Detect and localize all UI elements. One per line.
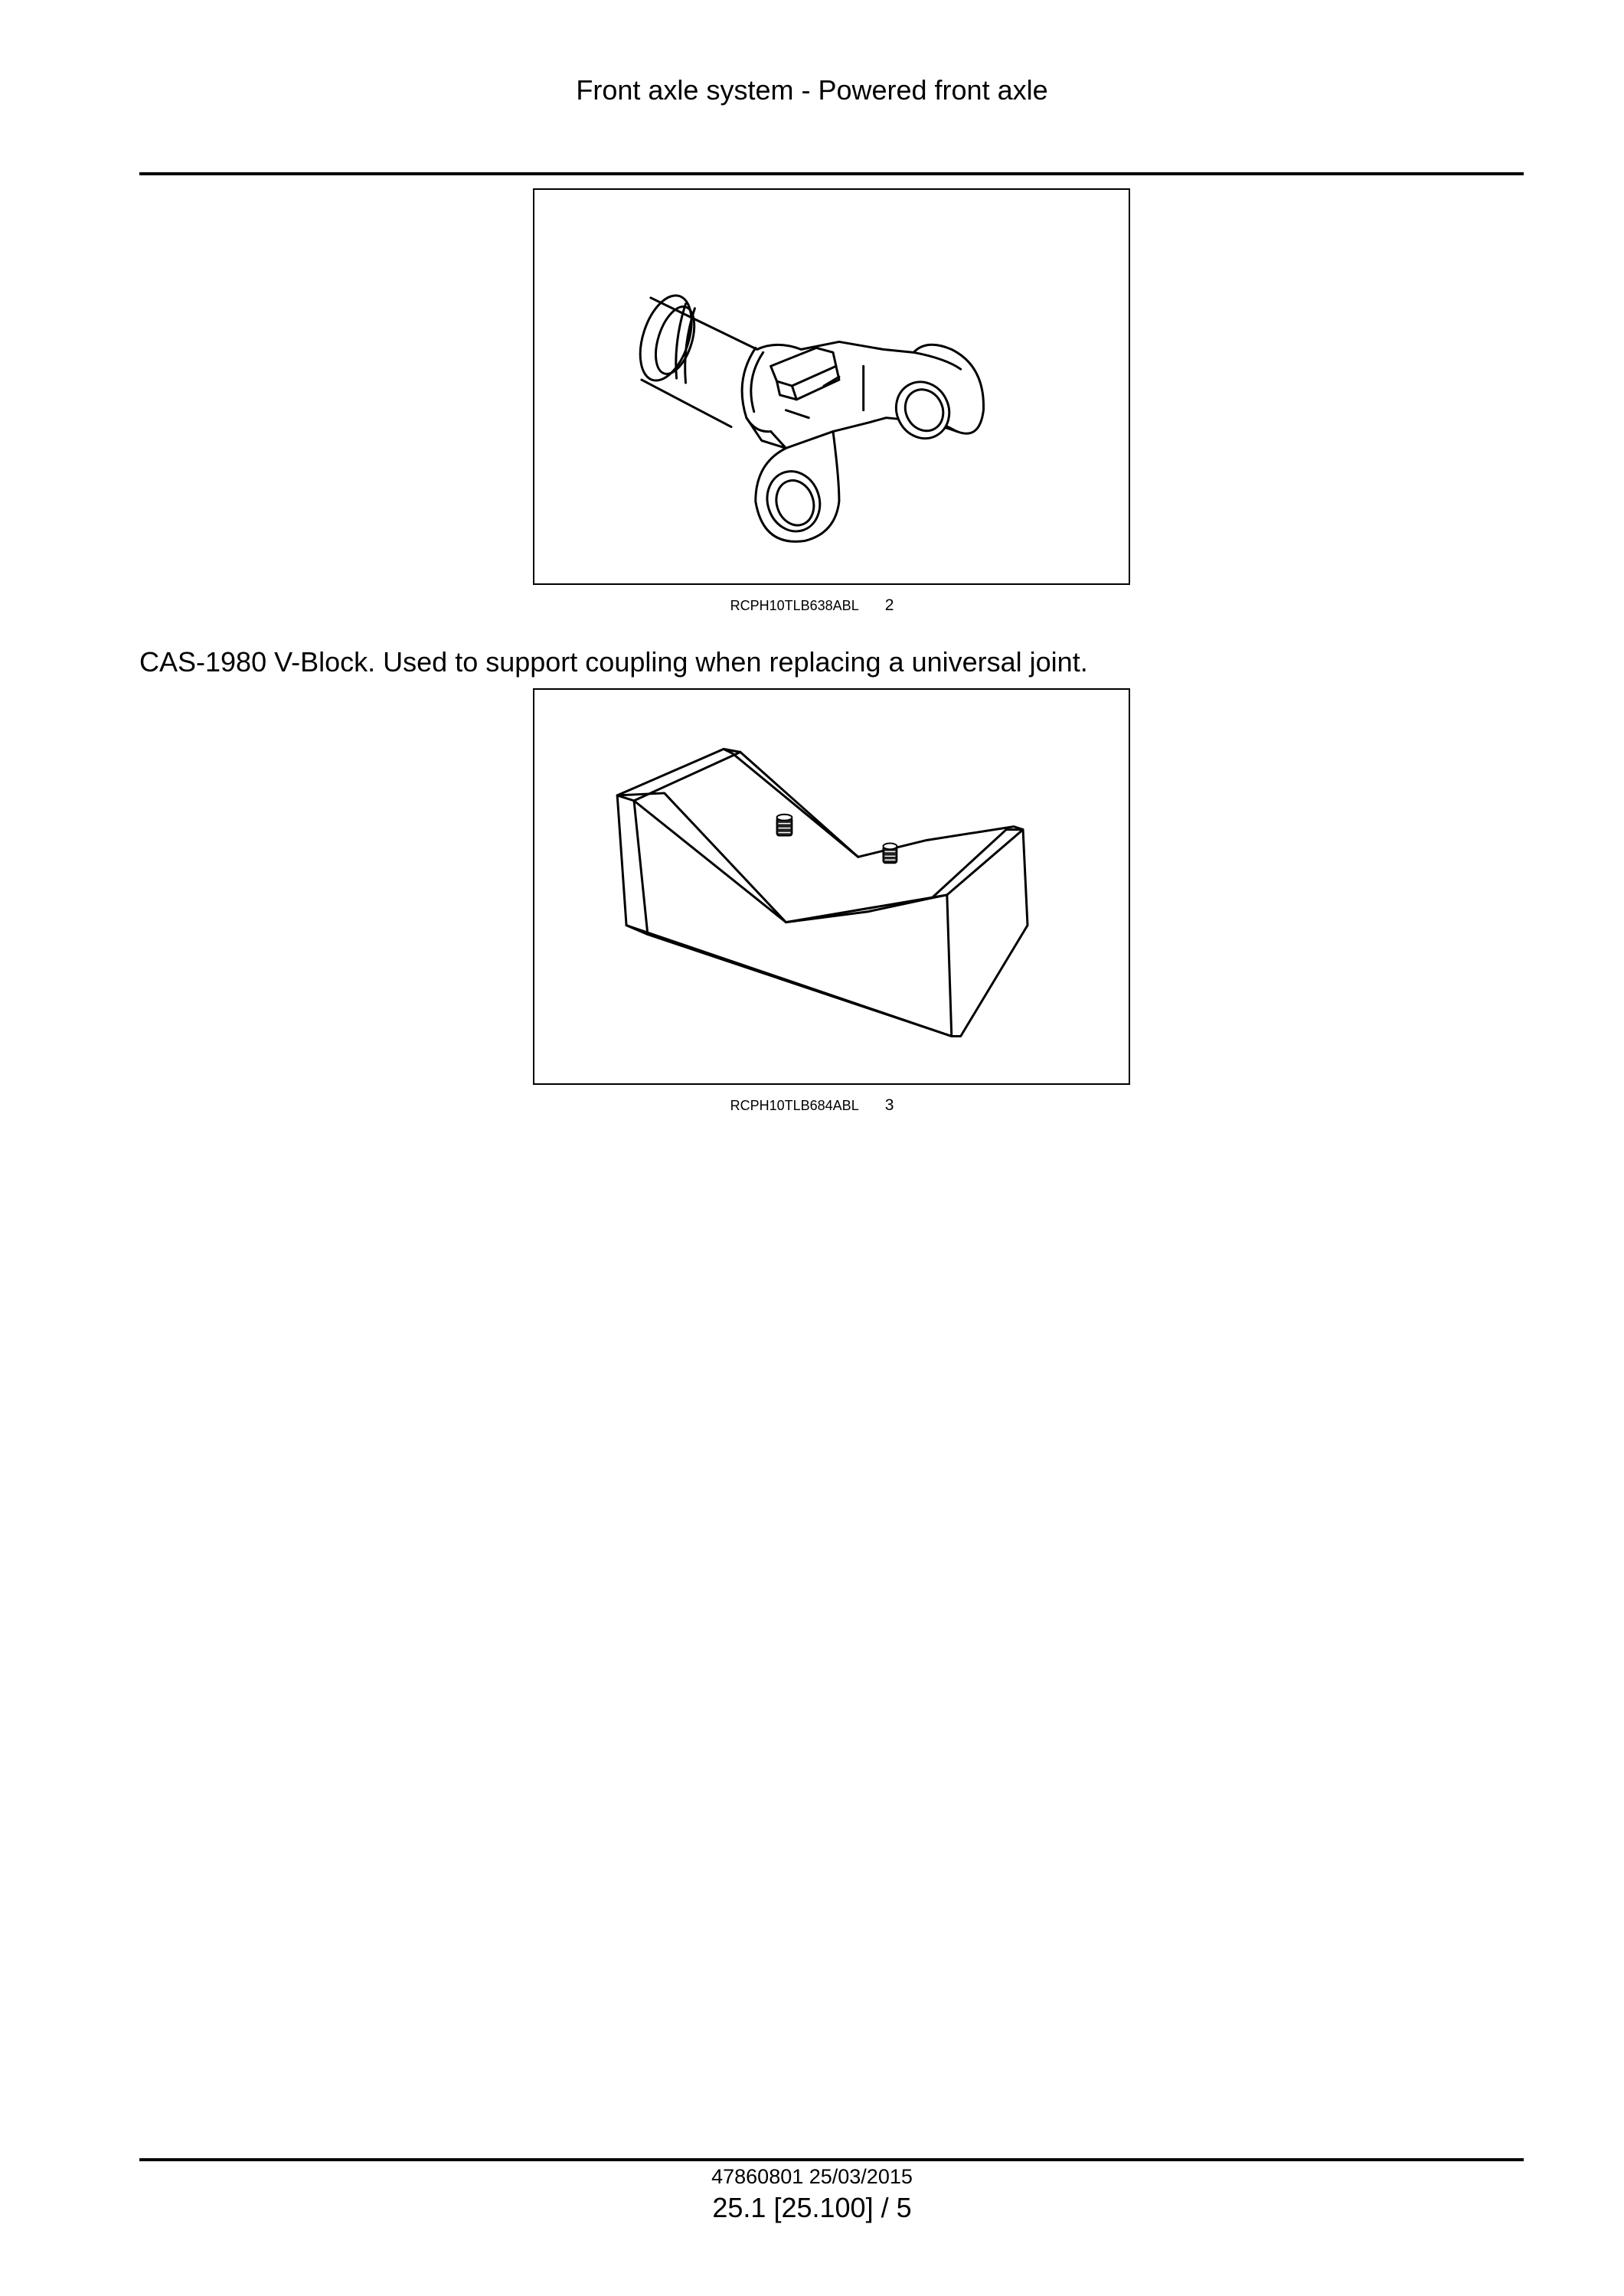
footer-document-info: 47860801 25/03/2015 [711, 2165, 913, 2188]
body-paragraph: CAS-1980 V-Block. Used to support coupling when replacing a universal joint. [139, 646, 1088, 678]
figure-coupling-yoke [533, 188, 1130, 585]
figure-number: 3 [884, 1096, 894, 1114]
figure-caption [0, 1097, 1624, 1114]
v-block-illustration [534, 690, 1129, 1083]
header-rule [139, 172, 1524, 175]
footer-rule [139, 2158, 1524, 2161]
figure-reference-code: RCPH10TLB684ABL [730, 1098, 859, 1113]
page-header-title: Front axle system - Powered front axle [576, 74, 1048, 106]
figure-caption [0, 597, 1624, 614]
figure-reference-code: RCPH10TLB638ABL [730, 598, 859, 613]
coupling-yoke-illustration [534, 190, 1129, 583]
figure-v-block [533, 688, 1130, 1085]
footer-page-reference: 25.1 [25.100] / 5 [712, 2192, 912, 2223]
figure-number: 2 [884, 596, 894, 614]
